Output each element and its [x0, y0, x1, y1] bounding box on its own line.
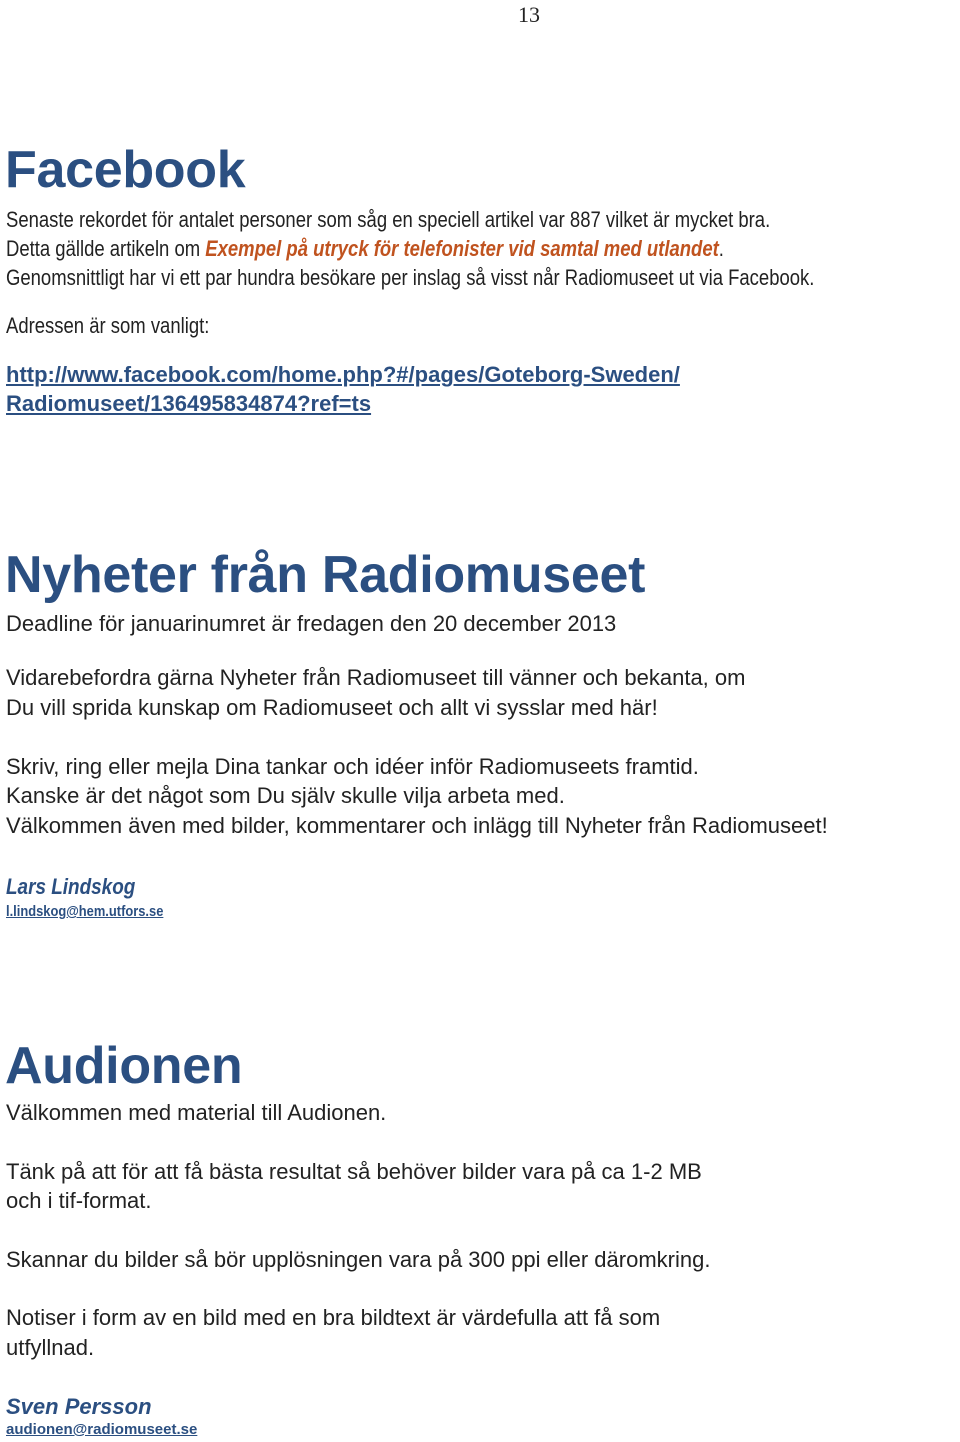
signature-name-lars: Lars Lindskog [6, 874, 136, 899]
nyheter-p1-line-2: Du vill sprida kunskap om Radiomuseet och allt vi sysslar med här! [6, 695, 658, 720]
nyheter-p2-line-2: Kanske är det något som Du själv skulle vilja arbeta med. [6, 783, 565, 808]
audionen-p2: Skannar du bilder så bör upplösningen vara på 300 ppi eller däromkring. [6, 1247, 711, 1272]
audionen-p1-line-1: Tänk på att för att få bästa resultat så behöver bilder vara på ca 1-2 MB [6, 1159, 702, 1184]
facebook-line-2 [6, 236, 724, 262]
facebook-line-2-suffix: . [718, 236, 724, 261]
facebook-line-1: Senaste rekordet för antalet personer som såg en speciell artikel var 887 vilket är mycket bra. [6, 207, 771, 232]
audionen-p3-line-2: utfyllnad. [6, 1335, 95, 1360]
audionen-p3-line-1: Notiser i form av en bild med en bra bildtext är värdefulla att få som [6, 1305, 661, 1330]
nyheter-heading: Nyheter från Radiomuseet [5, 546, 646, 604]
nyheter-p1-line-1: Vidarebefordra gärna Nyheter från Radiomuseet till vänner och bekanta, om [6, 665, 746, 690]
facebook-url-line-1[interactable]: http://www.facebook.com/home.php?#/pages/Goteborg-Sweden/ [6, 362, 680, 387]
nyheter-p2-line-3: Välkommen även med bilder, kommentarer och inlägg till Nyheter från Radiomuseet! [6, 813, 828, 838]
facebook-line-2-prefix: Detta gällde artikeln om [6, 236, 206, 261]
facebook-url-line-2[interactable]: Radiomuseet/136495834874?ref=ts [6, 391, 372, 416]
nyheter-p2-line-1: Skriv, ring eller mejla Dina tankar och idéer inför Radiomuseets framtid. [6, 754, 699, 779]
signature-email-lars[interactable]: l.lindskog@hem.utfors.se [6, 903, 164, 920]
facebook-line-3: Genomsnittligt har vi ett par hundra besökare per inslag så visst når Radiomuseet ut via Facebook. [6, 265, 815, 290]
article-link[interactable]: Exempel på utryck för telefonister vid samtal med utlandet [205, 236, 719, 261]
signature-email-sven[interactable]: audionen@radiomuseet.se [6, 1421, 198, 1438]
facebook-line-4: Adressen är som vanligt: [6, 313, 210, 338]
audionen-p1-line-2: och i tif-format. [6, 1188, 152, 1213]
audionen-heading: Audionen [5, 1037, 243, 1095]
audionen-welcome: Välkommen med material till Audionen. [6, 1100, 387, 1125]
facebook-heading: Facebook [5, 141, 246, 199]
deadline-text: Deadline för januarinumret är fredagen den 20 december 2013 [6, 611, 617, 636]
signature-name-sven: Sven Persson [6, 1394, 152, 1419]
page-number: 13 [518, 2, 540, 27]
